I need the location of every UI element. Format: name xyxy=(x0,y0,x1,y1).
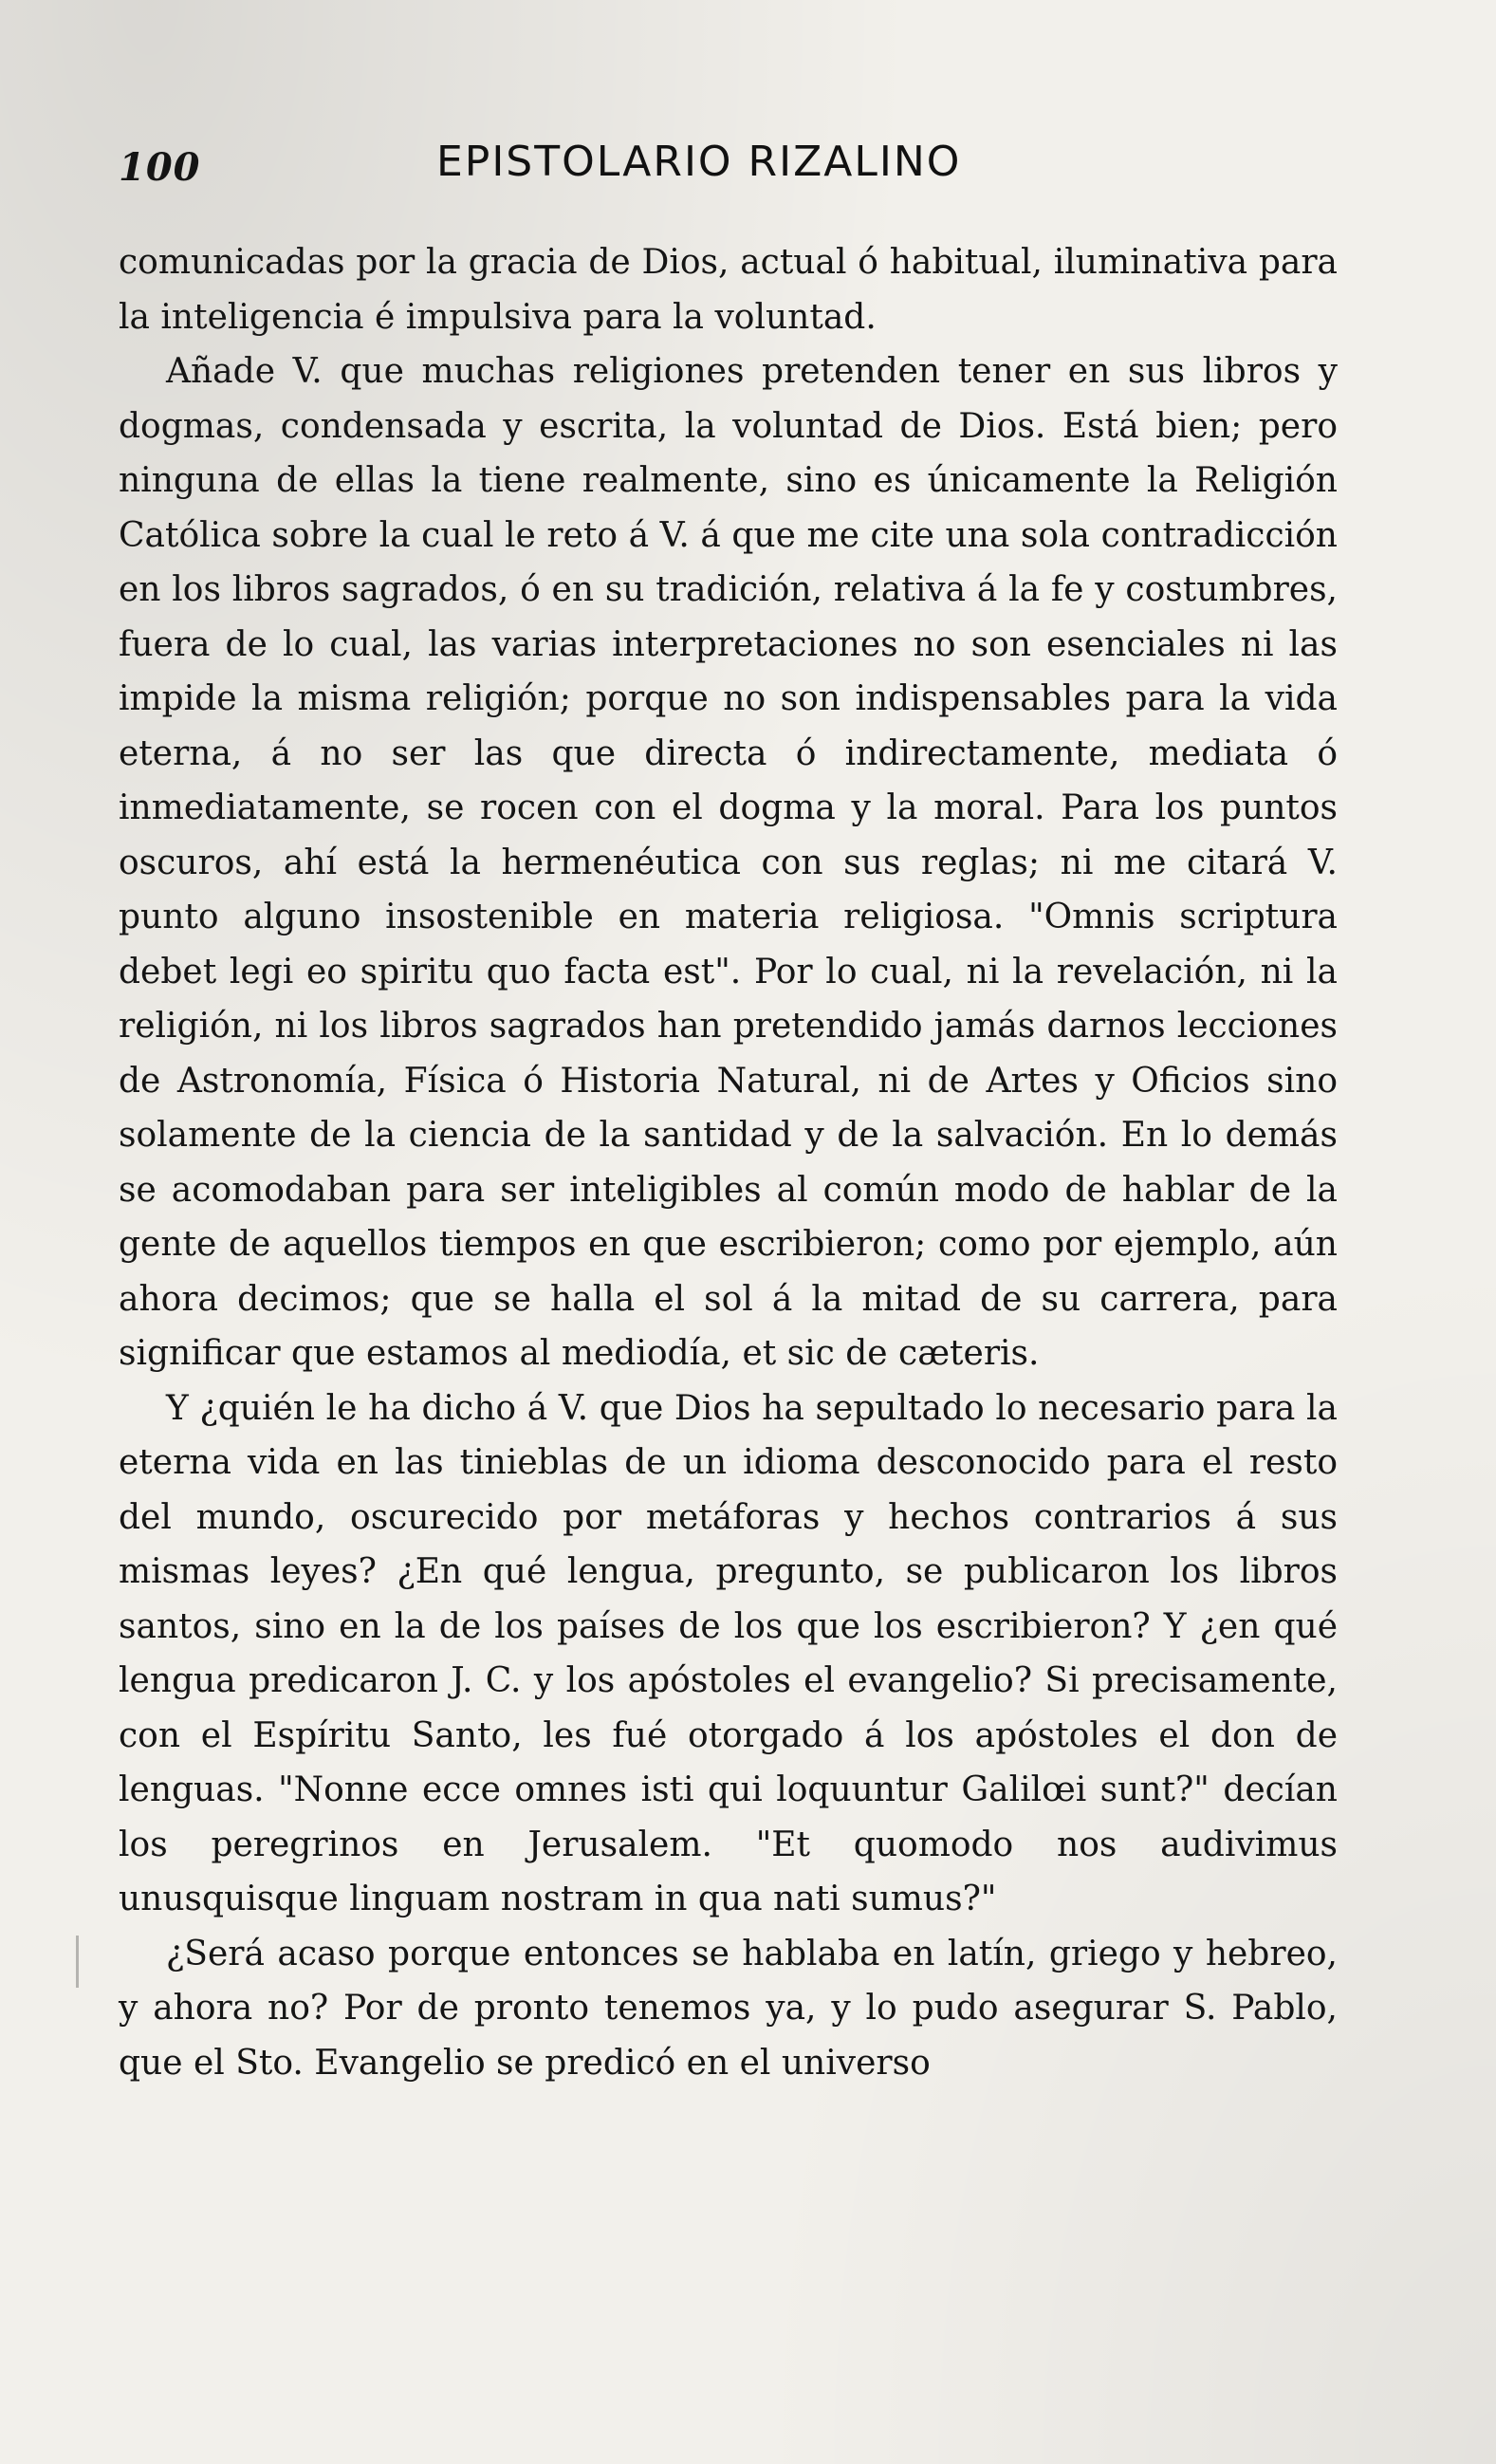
paragraph-3: Y ¿quién le ha dicho á V. que Dios ha sepultado lo necesario para la eterna vida en las tinieblas de un idioma desconocido para el resto del mundo, oscurecido por metáforas y hechos contrarios á sus mismas leyes? ¿En qué lengua, pregunto, se publicaron los libros santos, sino en la de los países de los que los escribieron? Y ¿en qué lengua predicaron J. C. y los apóstoles el evangelio? Si precisamente, con el Espíritu Santo, les fué otorgado á los apóstoles el don de lenguas. "Nonne ecce omnes isti qui loquuntur Galilœi sunt?" decían los peregrinos en Jerusalem. "Et quomodo nos audivimus unusquisque linguam nostram in qua nati sumus?" xyxy=(119,1388,1338,1918)
body-text xyxy=(119,235,1338,2090)
margin-mark xyxy=(76,1936,79,1988)
page-number: 100 xyxy=(119,145,201,190)
running-title: EPISTOLARIO RIZALINO xyxy=(436,138,962,186)
page-header xyxy=(119,138,1338,195)
paragraph-4: ¿Será acaso porque entonces se hablaba en latín, griego y hebreo, y ahora no? Por de pronto tenemos ya, y lo pudo asegurar S. Pablo, que el Sto. Evangelio se predicó en el universo xyxy=(119,1934,1338,2083)
paragraph-1: comunicadas por la gracia de Dios, actual ó habitual, iluminativa para la inteligencia é impulsiva para la voluntad. xyxy=(119,243,1338,337)
paragraph-2: Añade V. que muchas religiones pretenden tener en sus libros y dogmas, condensada y escrita, la voluntad de Dios. Está bien; pero ninguna de ellas la tiene realmente, sino es únicamente la Religión Católica sobre la cual le reto á V. á que me cite una sola contradicción en los libros sagrados, ó en su tradición, relativa á la fe y costumbres, fuera de lo cual, las varias interpretaciones no son esenciales ni las impide la misma religión; porque no son indispensables para la vida eterna, á no ser las que directa ó indirectamente, mediata ó inmediatamente, se rocen con el dogma y la moral. Para los puntos oscuros, ahí está la hermenéutica con sus reglas; ni me citará V. punto alguno insostenible en materia religiosa. "Omnis scriptura debet legi eo spiritu quo facta est". Por lo cual, ni la revelación, ni la religión, ni los libros sagrados han pretendido jamás darnos lecciones de Astronomía, Física ó Historia Natural, ni de Artes y Oficios sino solamente de la ciencia de la santidad y de la salvación. En lo demás se acomodaban para ser inteligibles al común modo de hablar de la gente de aquellos tiempos en que escribieron; como por ejemplo, aún ahora decimos; que se halla el sol á la mitad de su carrera, para significar que estamos al mediodía, et sic de cæteris. xyxy=(119,352,1338,1373)
